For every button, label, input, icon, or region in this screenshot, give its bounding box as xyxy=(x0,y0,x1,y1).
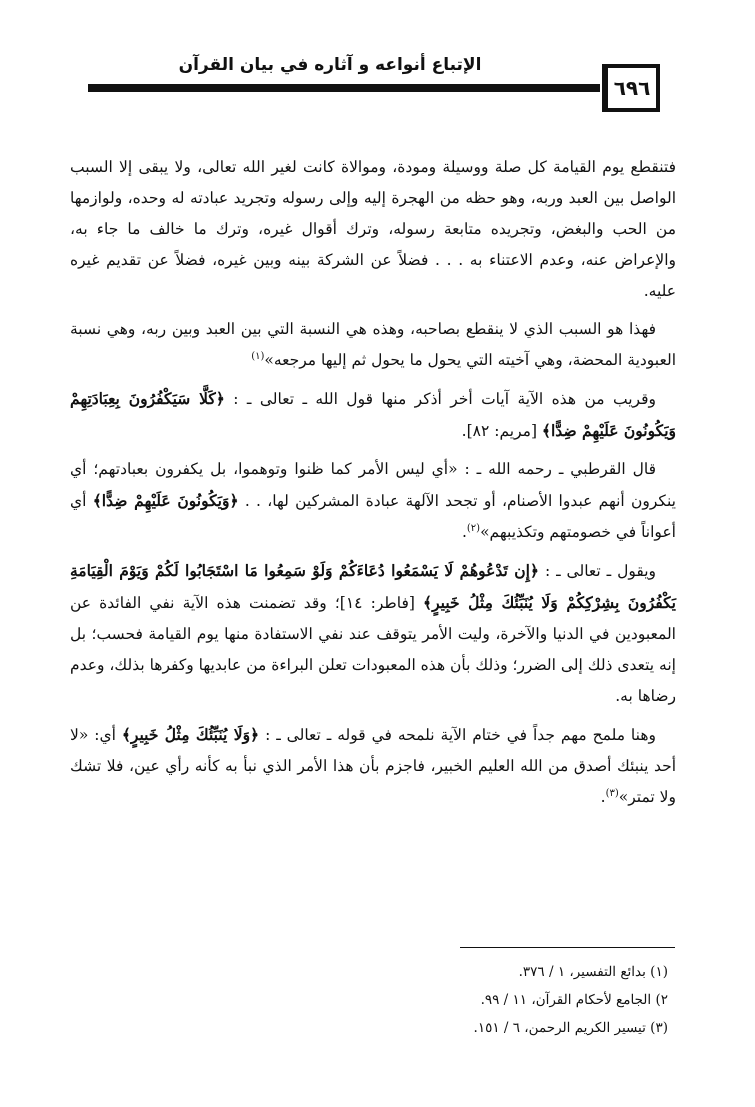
paragraph-text: وقريب من هذه الآية آيات أخر أذكر منها قول الله ـ تعالى ـ : xyxy=(224,390,656,408)
header-rule xyxy=(88,84,600,92)
page-number: ٦٩٦ xyxy=(602,64,660,112)
quran-verse: ﴿وَلَا يُنَبِّئُكَ مِثْلُ خَبِيرٍ﴾ xyxy=(121,725,260,744)
paragraph-text: . xyxy=(461,523,467,541)
paragraph-text: ويقول ـ تعالى ـ : xyxy=(539,562,656,580)
footnote: ٢) الجامع لأحكام القرآن، ١١ / ٩٩. xyxy=(480,992,668,1008)
footnote: (٣) تيسير الكريم الرحمن، ٦ / ١٥١. xyxy=(473,1020,668,1036)
footnote: (١) بدائع التفسير، ١ / ٣٧٦. xyxy=(518,964,668,980)
footnote-ref: (١) xyxy=(251,350,265,362)
quran-verse: ﴿كَلَّا سَيَكْفُرُونَ بِعِبَادَتِهِمْ وَيَكُونُونَ عَلَيْهِمْ ضِدًّا﴾ xyxy=(70,389,676,440)
paragraph-text: [فاطر: ١٤]؛ وقد تضمنت هذه الآية نفي الفائدة عن المعبودين في الدنيا والآخرة، وليت الأمر يتوقف عند نفي الاستفادة منها يوم القيامة فحسب؛ بل إنه يتعدى ذلك إلى الضرر؛ وذلك بأن هذه المعبودات تعلن البراءة من عابديها وكفرها بذلك، وعدم رضاها به. xyxy=(70,594,676,705)
paragraph-text: أي أعواناً في خصومتهم وتكذيبهم» xyxy=(70,492,676,541)
paragraph xyxy=(70,454,676,548)
quran-verse: ﴿وَيَكُونُونَ عَلَيْهِمْ ضِدًّا﴾ xyxy=(92,491,239,510)
paragraph-text: أي: «لا أحد ينبئك أصدق من الله العليم الخبير، فاجزم بأن هذا الأمر الذي نبأ به كأنه رأي عين، فلا تشك ولا تمتر» xyxy=(70,726,676,806)
paragraph xyxy=(70,314,676,376)
paragraph xyxy=(70,719,676,813)
footnote-rule xyxy=(460,947,675,948)
body-text xyxy=(70,152,676,820)
paragraph-text: [مريم: ٨٢]. xyxy=(461,422,542,440)
running-title: الإتباع أنواعه و آثاره في بيان القرآن xyxy=(178,55,482,75)
paragraph-text: فهذا هو السبب الذي لا ينقطع بصاحبه، وهذه هي النسبة التي بين العبد وبين ربه، وهي نسبة العبودية المحضة، وهي آخيته التي يحول ما يحول ثم إليها مرجعه» xyxy=(70,320,676,369)
footnote-ref: (٣) xyxy=(605,787,619,799)
footnote-ref: (٢) xyxy=(466,522,481,534)
paragraph xyxy=(70,383,676,447)
paragraph-text: فتنقطع يوم القيامة كل صلة ووسيلة ومودة، وموالاة كانت لغير الله تعالى، ولا يبقى إلا السبب الواصل بين العبد وربه، وهو حظه من الهجرة إليه وإلى رسوله وتجريد عبادته له وحده، ولوازمها من الحب والبغض، وتجريده متابعة رسوله، وترك أقوال غيره، وترك ما خالف ما جاء به، والإعراض عنه، وعدم الاعتناء به . . . فضلاً عن الشركة بينه وبين غيره، فضلاً عن تقديم غيره عليه. xyxy=(70,158,676,300)
footnotes xyxy=(70,958,676,1042)
paragraph xyxy=(70,555,676,712)
paragraph-text: . xyxy=(600,788,606,806)
paragraph xyxy=(70,152,676,307)
paragraph-text: وهنا ملمح مهم جداً في ختام الآية نلمحه في قوله ـ تعالى ـ : xyxy=(259,726,656,744)
quran-verse: ﴿إِن تَدْعُوهُمْ لَا يَسْمَعُوا دُعَاءَكُمْ وَلَوْ سَمِعُوا مَا اسْتَجَابُوا لَكُمْ وَيَوْمَ الْقِيَامَةِ يَكْفُرُونَ بِشِرْكِكُمْ وَلَا يُنَبِّئُكَ مِثْلُ خَبِيرٍ﴾ xyxy=(70,561,676,612)
paragraph-text: قال القرطبي ـ رحمه الله ـ : «أي ليس الأمر كما ظنوا وتوهموا، بل يكفرون بعبادتهم؛ أي ينكرون أنهم عبدوا الأصنام، أو تجحد الآلهة عبادة المشركين لها، . . xyxy=(70,460,676,510)
